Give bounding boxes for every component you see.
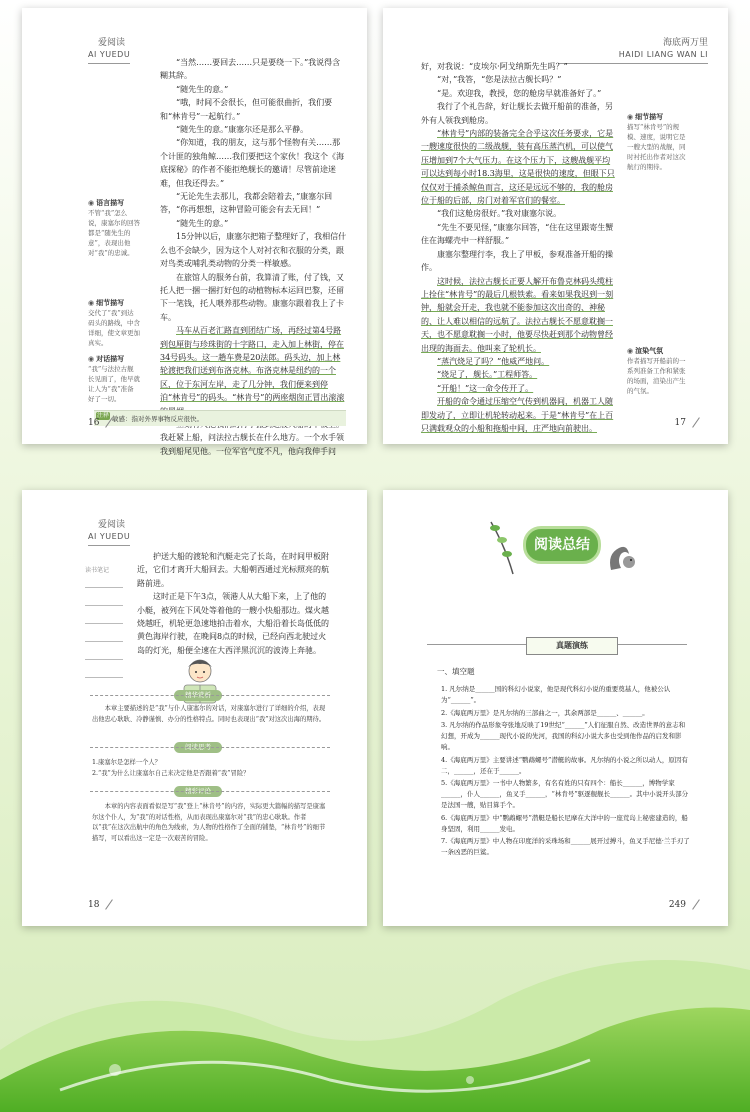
fill-in-section-title: 一、填空题 [437, 667, 475, 676]
dashed-separator [90, 747, 330, 748]
rule [85, 659, 123, 660]
think-question: 1.康塞尔是怎样一个人？ [92, 759, 161, 766]
tree-branch-icon [487, 516, 517, 576]
header-rule [88, 63, 130, 64]
paragraph: “随先生的意。” [176, 84, 229, 94]
paragraph: 开船的命令通过压缩空气传到机器间，机器工人随即发动了，立即让机轮转动起来。于是“林肯号”在上百只满载观众的小船和拖船中间，庄严地向前驶出。 [421, 397, 614, 433]
review-paragraph: 本章的内容表面看似是写“我”登上“林肯号”的内容，实际更大篇幅的描写是康塞尔这个仆人，为“我”的对话性格，从而表现出康塞尔对“我”的忠心耿耿。作者以“我”在这次出航中的角色为线索，为人物的性格作了全面的铺垫，“林肯号”的细节描写，可以看出这一定是一次艰苦的冒险。 [92, 803, 326, 842]
note-tag: ◉ 语言描写 [88, 198, 140, 208]
note-tag: ◉ 细节描写 [88, 298, 140, 308]
practice-title: 真题演练 [526, 637, 618, 655]
think-questions [92, 758, 327, 779]
notes-sketch-box [85, 565, 123, 697]
paragraph: 马车从百老汇路直到团结广场，再经过第4号路到包厘街与珍珠街的十字路口，走入加上林街，停在34号码头。这一趟车费是20法郎。码头边，加上林轮渡把我们送到布洛克林。布洛克林是纽约的一个区，位于东河左岸，走了几分钟，我们便来到停泊“林肯号”的码头。“林肯号”的两座烟囱正冒出滚滚 [160, 326, 345, 403]
paragraph: “蒸汽烧足了吗？”他威严地问。 [437, 356, 550, 366]
book-page-17 [383, 8, 728, 444]
paragraph: “对，”我答，“您是法拉古舰长吗？” [437, 75, 562, 85]
page-number-text: 18 [88, 900, 100, 910]
paragraph: “是。欢迎我，教授，您的舱房早就准备好了。” [437, 88, 602, 98]
running-title: 海底两万里 [662, 38, 708, 48]
running-title: 爱阅读 [98, 38, 126, 48]
page-number [669, 900, 702, 910]
paragraph: “开船！”这一命令传开了。 [437, 383, 534, 393]
margin-note [627, 346, 689, 396]
paragraph: “随先生的意。” [176, 218, 229, 228]
note-text: 不管“我”怎么说，康塞尔的回答都是“随先生的意”，表现出他对“我”的忠诚。 [88, 209, 140, 257]
paragraph: “林肯号”内部的装备完全合乎这次任务要求，它是一艘速度很快的二级战舰，装有高压蒸汽机，可以使气压增加到7个大气压力。在这个压力下，这艘战舰平均可以达到每小时18.3海里，这是很快的速度，但眼下只仅仅对于捕杀鲸鱼而言，这还是远远不够的，我的舱房位于船的后部，房门对着军官们的餐室。 [421, 129, 615, 206]
note-text: 描写“林肯号”的规模、速度，说明它是一艘大型的战舰，同时衬托出作者对这次航行的期待。 [627, 123, 686, 171]
section-heading-review: 精彩评论 [174, 786, 222, 797]
running-header [88, 38, 130, 60]
slash-mark [106, 417, 114, 427]
section-heading-think: 阅读思考 [174, 742, 222, 753]
paragraph: 我赶紧上船，问法拉古舰长在什么地方。一个水手领我到船尾见他。一位军官气度不凡，他向我伸手问 [160, 433, 344, 456]
paragraph: “无论先生去那儿，我都会陪着去，”康塞尔回答，“你再想想，这种冒险可能会有去无回！” [160, 192, 333, 215]
margin-note [88, 198, 140, 258]
question: 6.《海底两万里》中“鹦鹉螺号”潜艇是船长尼摩在大洋中的一座荒岛上秘密建造的，船身坚固，利用______发电。 [441, 813, 688, 833]
slash-mark [692, 417, 700, 427]
margin-note [627, 112, 689, 172]
paragraph: 康塞尔整理行李，我上了甲板，参观准备开船的操作。 [421, 249, 613, 273]
paragraph: 在旅馆人的服务台前，我算清了账，付了钱，又托人把一捆一捆打好包的动植物标本运回巴黎，还留下一笔钱，托人喂养那些动物。康塞尔跟着我上了卡车。 [160, 272, 344, 322]
green-swirl-decoration [0, 930, 750, 1112]
question: 7.《海底两万里》中人物在印度洋的采珠场和______展开过搏斗，鱼叉手尼德·兰手刃了一条凶恶的巨鲨。 [441, 837, 690, 857]
rule [85, 605, 123, 606]
paragraph: 这时正是下午3点，领港人从大船下来，上了他的小艇，被列在下风处等着他的一艘小快船那边。煤火越烧越旺，机轮更急速地拍击着水，大船沿着长岛低低的黄色海岸行驶，在晚间8点的时候，已经向西北驶过火岛的灯光，船便全速在大西洋黑沉沉的波涛上奔驰。 [137, 592, 329, 655]
paragraph: “随先生的意。”康塞尔还是那么平静。 [176, 125, 309, 135]
dashed-separator [90, 695, 330, 696]
paragraph: 15分钟以后，康塞尔把箱子整理好了，我相信什么也不会缺少，因为这个人对衬衣和衣服的分类，跟对鸟类或哺乳类动物的分类一样敏感。 [160, 232, 347, 269]
page-number [675, 418, 702, 428]
running-header [88, 520, 130, 542]
page-number-text: 16 [88, 418, 100, 428]
sketch-label: 读书笔记 [85, 567, 110, 574]
running-latin: AI YUEDU [88, 532, 131, 541]
question: 5.《海底两万里》一书中人物繁多，有名有姓的只有四个：船长______，博物学家______，仆人______，鱼叉手______，“林肯号”驱逐舰舰长______。其中小说开头部分是法国一艘，贴目算手个。 [441, 779, 689, 809]
page-number-text: 249 [668, 900, 686, 910]
summary-text [92, 704, 327, 725]
dashed-separator [90, 791, 330, 792]
margin-note [88, 298, 140, 348]
running-header [619, 38, 708, 60]
slash-mark [692, 899, 700, 909]
note-text: “我”与法拉古舰长见面了，他早就让人为“我”准备好了一切。 [88, 365, 140, 403]
paragraph: “我们这舱房很好。”我对康塞尔说。 [437, 209, 562, 219]
body-text [137, 550, 333, 657]
rule [85, 641, 123, 642]
review-text [92, 802, 327, 844]
question: 1. 凡尔纳是______国的科幻小说家，他是现代科幻小说的重要奠基人，他被公认为“______”。 [441, 685, 671, 704]
slash-mark [106, 899, 114, 909]
footnote-label: 注释 [97, 412, 110, 419]
book-page-18 [22, 490, 367, 926]
page-number [88, 900, 115, 910]
summary-paragraph: 本章主要描述的是“我”与仆人康塞尔的对话，对康塞尔进行了详细的介绍，表现出他忠心耿耿、冷静谨慎、办分的性格特点。同时也表现出“我”对这次出海的期待。 [92, 705, 326, 723]
reading-summary-banner: 阅读总结 [523, 526, 601, 564]
paragraph: “当然……要回去……只是要绕一下。”我说得含糊其辞。 [160, 58, 341, 81]
running-latin: AI YUEDU [88, 50, 131, 59]
squirrel-icon [605, 540, 639, 574]
think-question: 2.“我”为什么让康塞尔自己来决定他是否跟着“我”冒险？ [92, 769, 250, 777]
running-latin: HAIDI LIANG WAN LI [618, 50, 708, 59]
body-text [421, 60, 617, 435]
paragraph: “你知道，我的朋友，这与那个怪物有关……那个计匪的独角鲸……我们要把这个家伙！我这个《海底探秘》的作者不能拒绝舰长的邀请！尽管前途迷难，但我还得去。” [160, 138, 344, 188]
note-tag: ◉ 对话描写 [88, 354, 140, 364]
note-text: 交代了“我”到达码头的路线，中含详细，使文章更加真实。 [88, 309, 140, 347]
note-text: 作者描写开船前的一系列准备工作和紧张的场面，渲染出产生的气氛。 [627, 357, 686, 395]
rule [85, 587, 123, 588]
rule [85, 677, 123, 678]
body-text [160, 56, 348, 458]
paragraph: 我行了个礼告辞，好让舰长去做开船前的准备，另外有人领我到舱房。 [421, 102, 613, 125]
running-title: 爱阅读 [98, 520, 126, 530]
question: 3. 凡尔纳的作品形象夸张地反映了19世纪“______”人们征服自然、改造世界的意志和幻想，开成为______现代小说的先河，我国的科幻小说大多也受到他作品的启发和影响。 [441, 721, 686, 751]
paragraph: “哦，时间不会很长，但可能很曲折，我们要和“林肯号”一起航行。” [160, 98, 333, 121]
paragraph: “烧足了，舰长。”工程师答。 [437, 370, 538, 380]
note-tag: ◉ 细节描写 [627, 112, 689, 122]
margin-note [88, 354, 140, 404]
note-tag: ◉ 渲染气氛 [627, 346, 689, 356]
question: 2.《海底两万里》是凡尔纳的三部曲之一，其余两部是______、______。 [441, 708, 649, 717]
footnote-bar [94, 410, 346, 426]
book-page-249 [383, 490, 728, 926]
paragraph: 这时候，法拉古舰长正要人解开布鲁克林码头缆柱上拴住“林肯号”的最后几根铁索。看来如果我迟到一刻钟，船就会开走，我也就不能参加这次出奇的、神秘的、让人难以相信的远航了。法拉古舰长不愿意耽搁一天，也不愿意耽搁一小时，他要尽快赶到那个动物曾经出现的海面去。他叫来了轮机长。 [421, 276, 614, 353]
paragraph: 护送大船的渡轮和汽艇走完了长岛，在时间甲板附近，它们才离开大船回去。大船朝西通过光标照亮的航路前进。 [137, 552, 329, 588]
page-number-text: 17 [674, 418, 686, 428]
footnote-text: 敏感：指对外界事物反应很快。 [112, 415, 203, 423]
fill-in-questions [441, 684, 691, 860]
page-number [88, 418, 115, 428]
book-page-16 [22, 8, 367, 456]
header-rule [88, 545, 130, 546]
paragraph: “先生不要见怪，”康塞尔回答，“住在这里跟寄生蟹住在海螺壳中一样舒服。” [421, 222, 614, 246]
paragraph: 好，对我说：“皮埃尔·阿戈纳斯先生吗？” [421, 62, 568, 71]
rule [85, 623, 123, 624]
question: 4.《海底两万里》主要讲述“鹦鹉螺号”潜艇的故事。凡尔纳的小说之所以动人，原因有二，______，还在于______。 [441, 755, 688, 775]
section-heading-highlight: 精华赏析 [174, 690, 222, 701]
